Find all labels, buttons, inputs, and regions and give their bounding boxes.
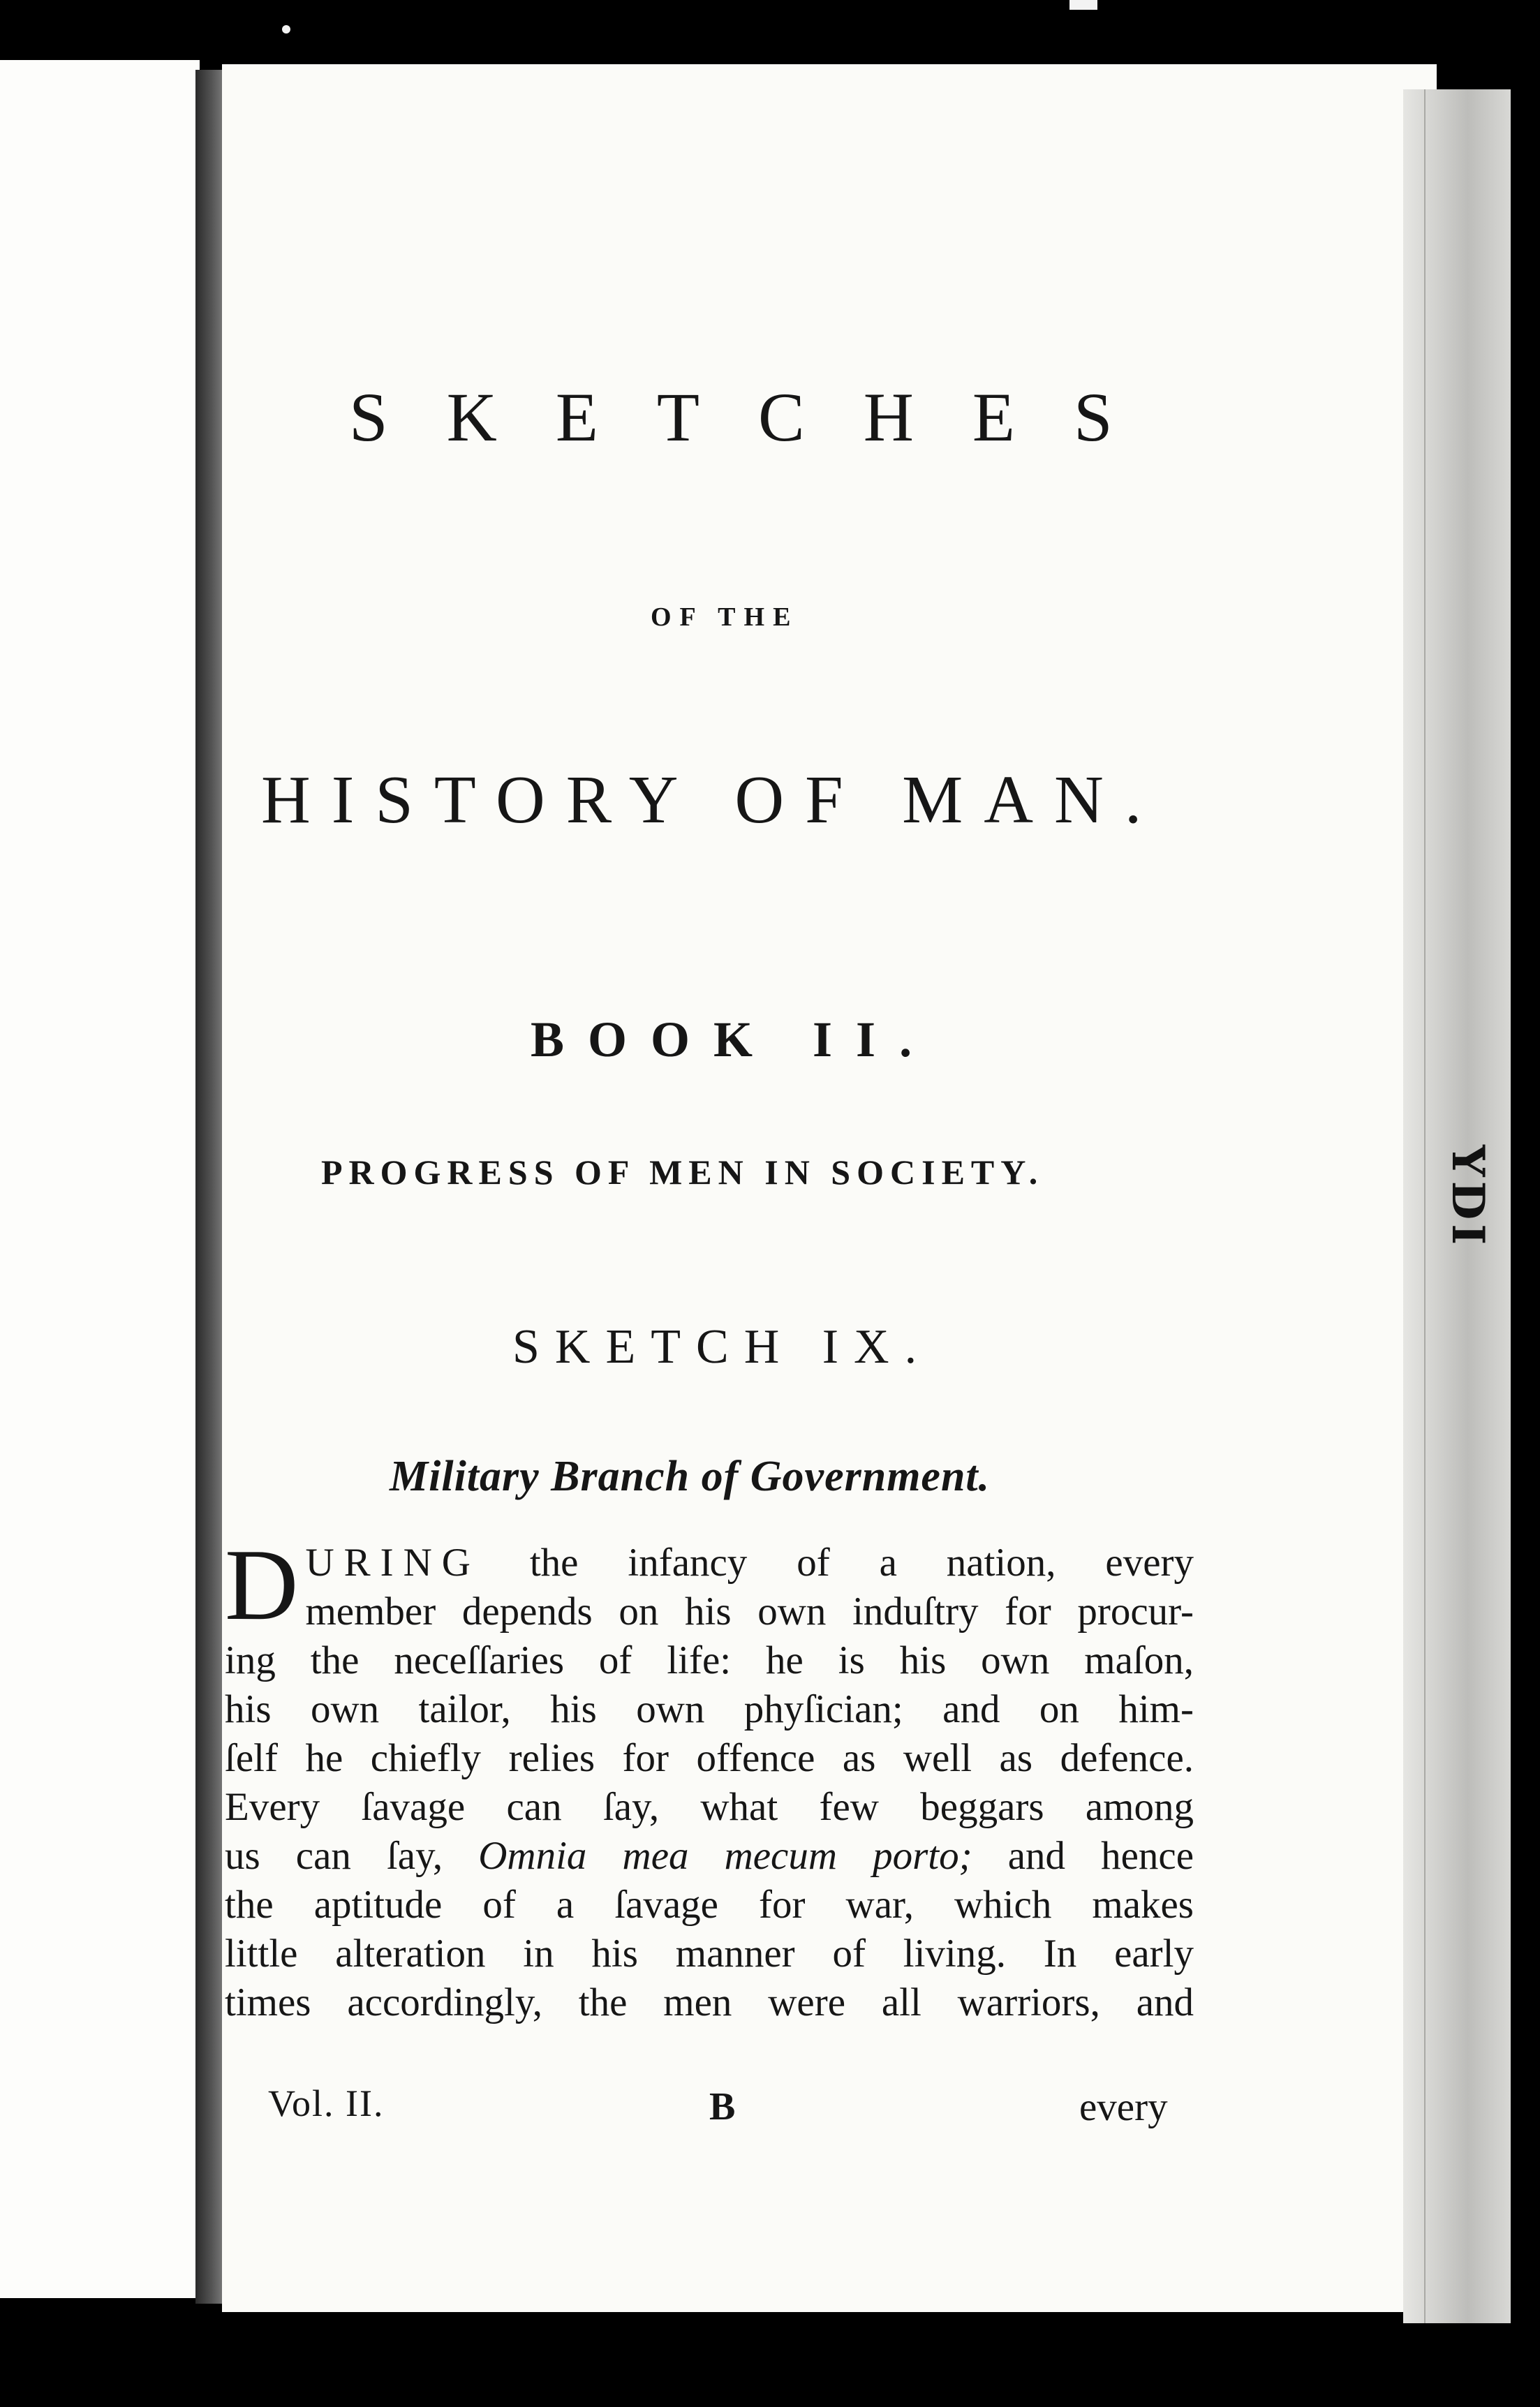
body-line-text: the infancy of a nation, every xyxy=(529,1541,1194,1585)
book-subject: HISTORY OF MAN. xyxy=(261,762,1163,838)
body-line: Every ſavage can ſay, what few beggars among xyxy=(225,1785,1194,1829)
book-number: BOOK II. xyxy=(531,1012,936,1067)
body-line xyxy=(225,1539,1194,1587)
title-connector: OF THE xyxy=(651,602,799,632)
sketch-title: Military Branch of Government. xyxy=(390,1453,991,1500)
spine-label: YDI xyxy=(1442,1145,1494,1250)
catchword: every xyxy=(1079,2085,1168,2129)
volume-number: Vol. II. xyxy=(268,2082,385,2124)
first-word-rest: URING xyxy=(305,1541,480,1585)
body-line: little alteration in his manner of living. In early xyxy=(225,1932,1194,1976)
body-line: ſelf he chiefly relies for offence as well as defence. xyxy=(225,1736,1194,1780)
scan-mark xyxy=(1069,0,1097,10)
body-paragraph xyxy=(225,1528,1194,2027)
body-line: member depends on his own induſtry for procur- xyxy=(305,1590,1194,1634)
drop-cap: D xyxy=(225,1528,299,1641)
scan-speck xyxy=(282,25,290,34)
book-subtitle: PROGRESS OF MEN IN SOCIETY. xyxy=(321,1153,1044,1192)
body-line: the aptitude of a ſavage for war, which makes xyxy=(225,1883,1194,1927)
left-facing-page xyxy=(0,60,200,2298)
body-line: times accordingly, the men were all warriors, and xyxy=(225,1980,1194,2024)
body-line: ing the neceſſaries of life: he is his own maſon, xyxy=(225,1638,1194,1682)
body-line: his own tailor, his own phyſician; and on him- xyxy=(225,1687,1194,1731)
signature-mark: B xyxy=(709,2085,736,2128)
body-line: us can ſay, Omnia mea mecum porto; and hence xyxy=(225,1834,1194,1878)
sketch-number: SKETCH IX. xyxy=(512,1320,933,1374)
book-title: SKETCHES xyxy=(349,378,1171,456)
